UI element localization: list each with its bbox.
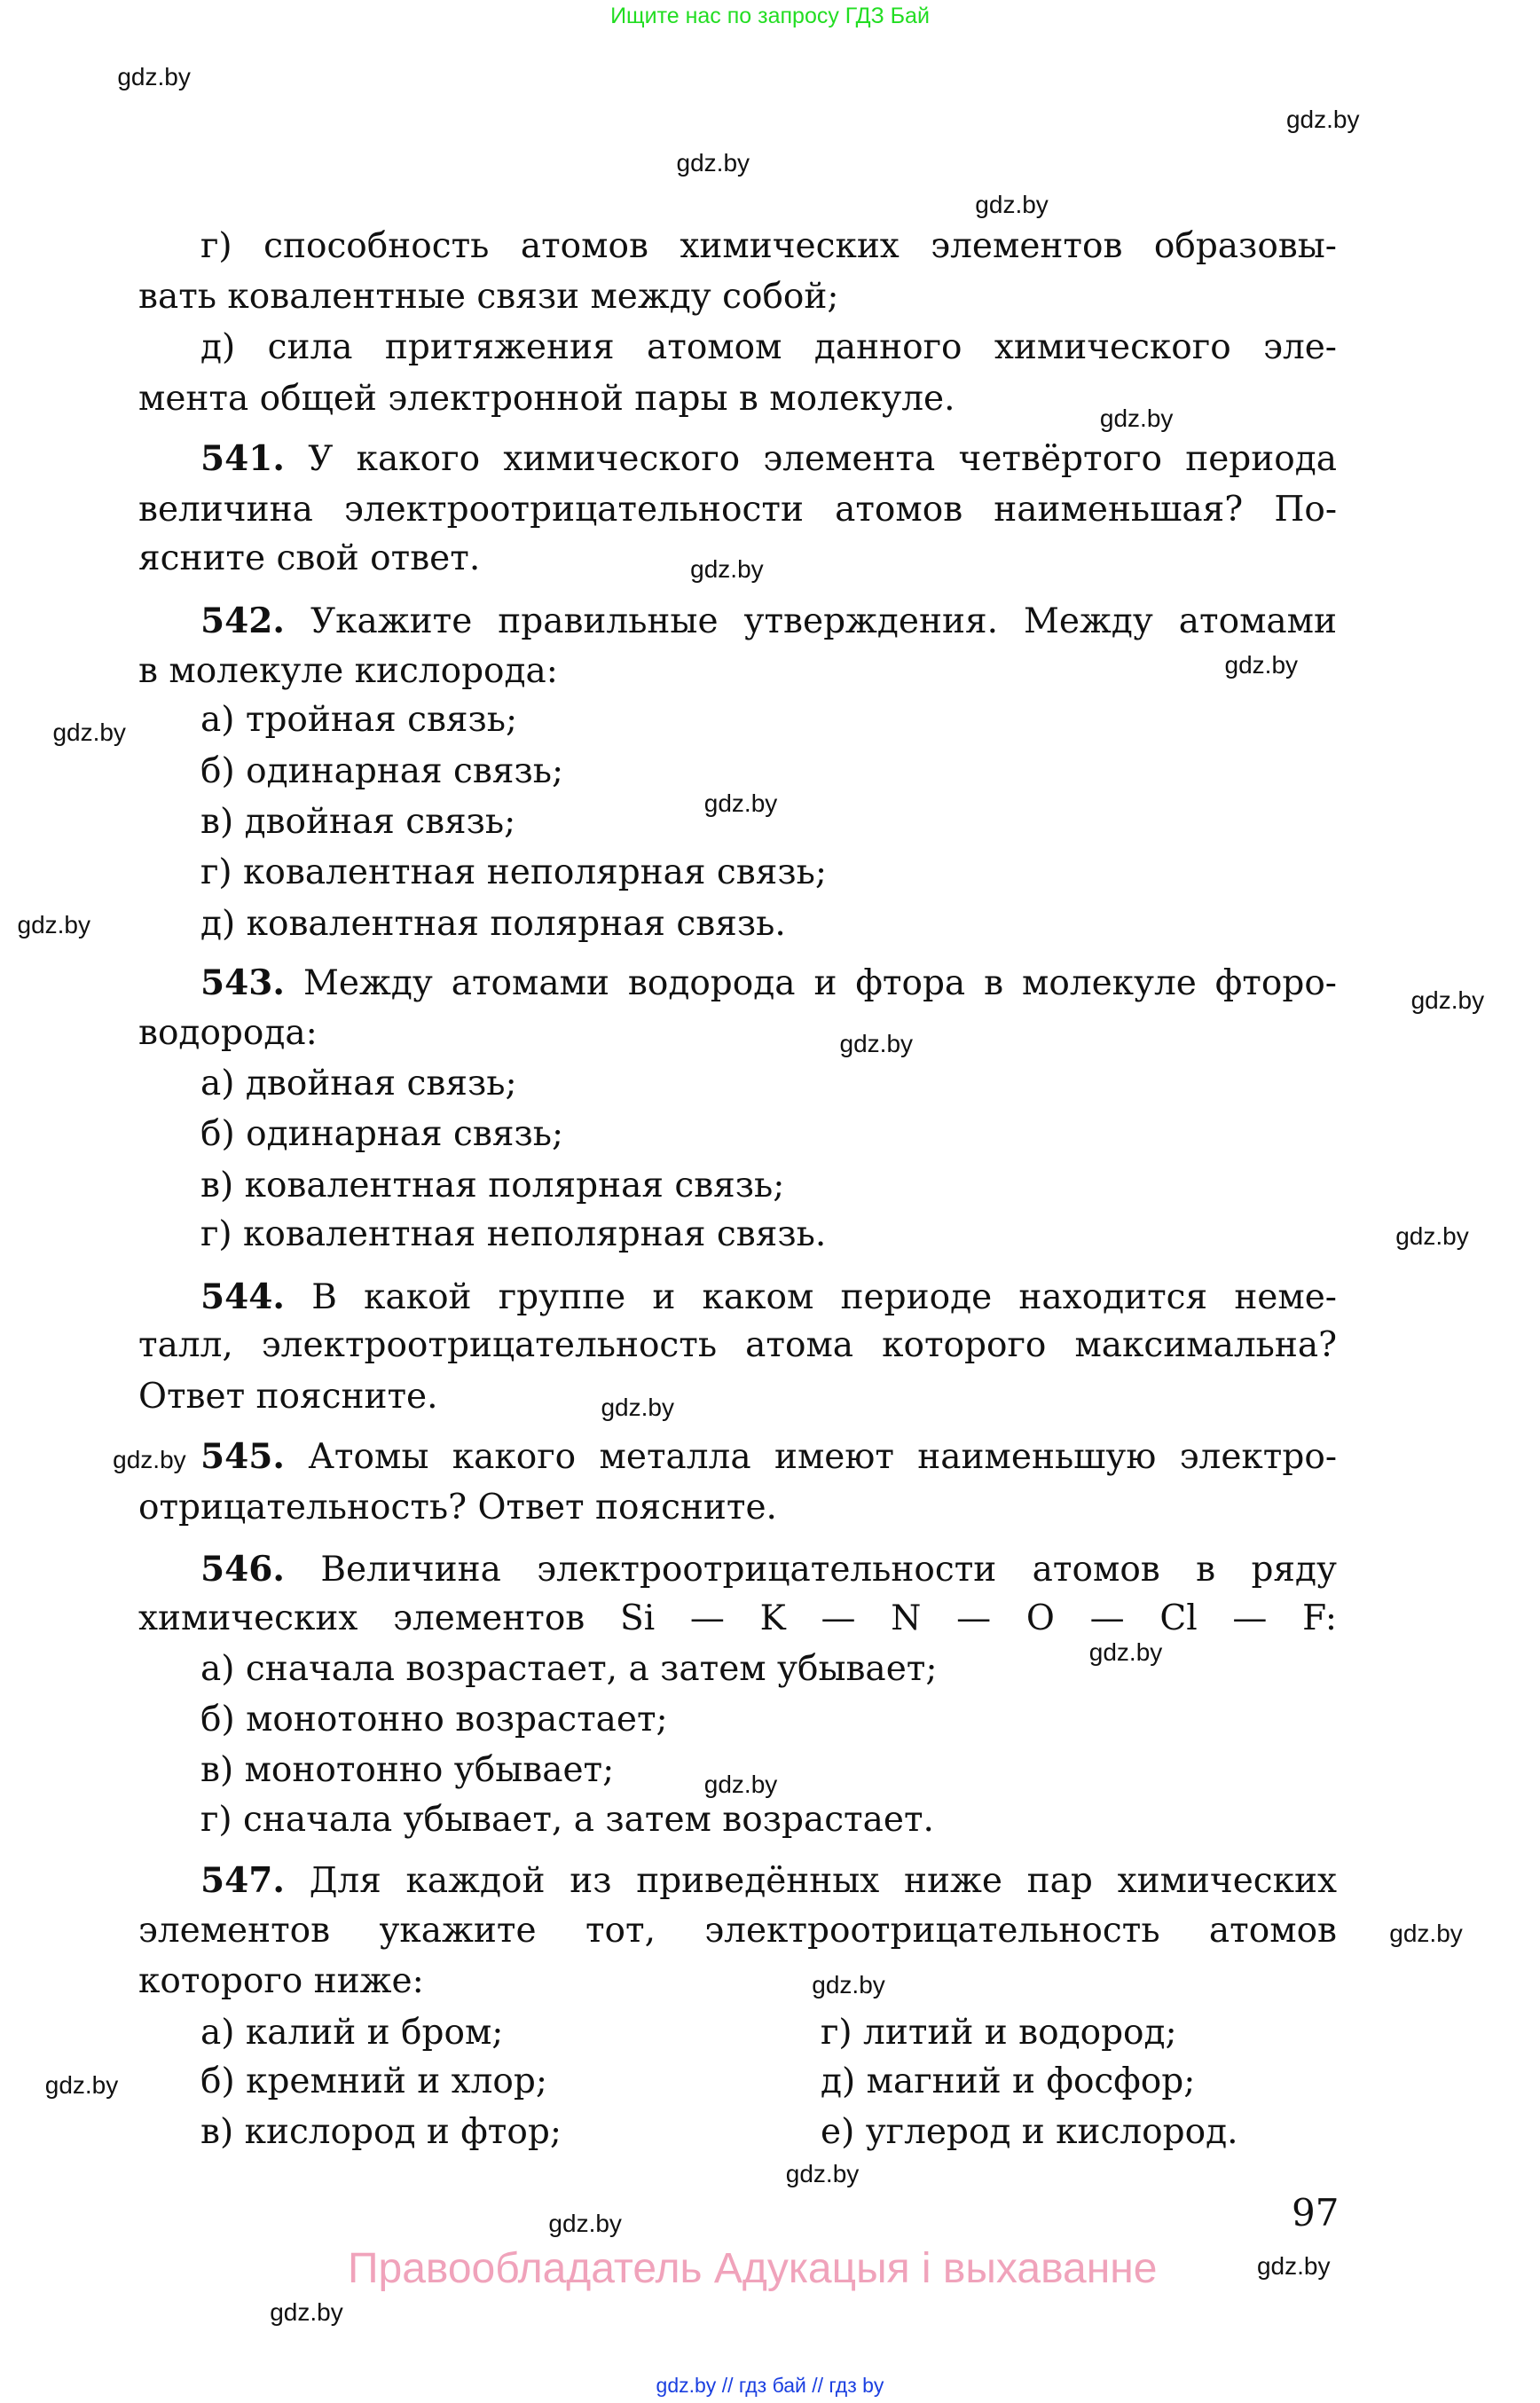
watermark-text: gdz.by [676,149,750,177]
watermark-text: gdz.by [785,2160,860,2188]
line-text: Ответ поясните. [138,1376,438,1417]
watermark-text: gdz.by [1410,986,1485,1015]
text-line [200,1213,826,1257]
text-line [200,2110,562,2155]
line-text: талл, электроотрицательность атома которого максимальна? [138,1325,1337,1366]
exercise-number: 541. [200,438,285,480]
line-text: химических элементов Si — K — N — O — Cl — F: [138,1598,1337,1638]
exercise-heading-line [200,1547,1337,1592]
text-line [138,1323,1337,1368]
text-line [200,2060,547,2104]
line-text: а) сначала возрастает, а затем убывает; [200,1648,938,1689]
text-line [200,902,786,946]
watermark-text: gdz.by [270,2298,343,2327]
line-text: г) ковалентная неполярная связь; [200,852,827,893]
watermark-text: gdz.by [1099,404,1174,433]
line-text: е) углерод и кислород. [821,2112,1238,2153]
watermark-text: gdz.by [839,1030,914,1057]
text-line [200,2011,503,2055]
top-banner-link[interactable]: Ищите нас по запросу ГДЗ Бай [610,4,930,28]
line-text: в) кислород и фтор; [200,2112,562,2153]
line-text: ясните свой ответ. [138,538,481,579]
watermark-text: gdz.by [44,2070,119,2099]
watermark-text: gdz.by [690,555,764,584]
text-line [200,698,517,742]
text-line [200,1647,937,1692]
line-text: б) монотонно возрастает; [200,1700,668,1740]
line-text: д) сила притяжения атомом данного химического эле- [200,327,1337,368]
text-line [138,537,480,581]
text-line [138,1486,777,1530]
line-text: которого ниже: [138,1961,424,2002]
text-line [200,1748,614,1793]
page-number: 97 [1292,2191,1340,2234]
watermark-text: gdz.by [1389,1920,1463,1948]
text-line [200,326,1337,370]
text-line [821,2110,1238,2155]
watermark-text: gdz.by [1224,650,1299,679]
line-text: водорода: [138,1012,318,1053]
exercise-heading-line [200,961,1337,1006]
watermark-text: gdz.by [1088,1637,1163,1666]
text-line [200,1164,784,1208]
line-text: в молекуле кислорода: [138,650,558,691]
text-line [821,2060,1195,2104]
exercise-heading-line [200,1434,1337,1480]
exercise-number: 547. [200,1859,285,1901]
exercise-heading-line [200,1858,1337,1904]
text-line [200,1112,563,1157]
line-text: Для каждой из приведённых ниже пар химических [309,1860,1337,1901]
text-line [200,224,1337,269]
exercise-heading-line [200,436,1337,482]
line-text: г) сначала убывает, а затем возрастает. [200,1799,934,1840]
line-text: д) магний и фосфор; [821,2061,1196,2102]
line-text: вать ковалентные связи между собой; [138,277,839,318]
text-line [200,800,515,844]
watermark-text: gdz.by [1395,1222,1469,1250]
line-text: б) одинарная связь; [200,1114,564,1155]
line-text: в) ковалентная полярная связь; [200,1165,785,1205]
text-line [138,1011,318,1056]
exercise-number: 545. [200,1436,285,1478]
text-line [138,377,955,421]
watermark-text: gdz.by [117,62,191,90]
text-line [200,1698,668,1742]
line-text: г) литий и водород; [821,2012,1177,2053]
exercise-number: 543. [200,962,285,1003]
exercise-heading-line [200,1275,1337,1320]
line-text: мента общей электронной пары в молекуле. [138,378,955,419]
line-text: Между атомами водорода и фтора в молекуле фторо- [302,962,1337,1003]
line-text: а) двойная связь; [200,1064,517,1104]
text-line [138,1597,1337,1641]
line-text: отрицательность? Ответ поясните. [138,1487,777,1527]
text-line [821,2011,1177,2055]
exercise-number: 544. [200,1276,285,1317]
line-text: В какой группе и каком периоде находится неме- [311,1276,1337,1317]
line-text: величина электроотрицательности атомов наименьшая? По- [138,489,1337,530]
text-line [200,851,827,895]
watermark-text: gdz.by [703,789,778,818]
watermark-text: gdz.by [975,190,1049,218]
exercise-heading-line [200,599,1337,644]
watermark-text: gdz.by [703,1771,778,1799]
line-text: Атомы какого металла имеют наименьшую электро- [308,1437,1337,1478]
line-text: У какого химического элемента четвёртого периода [308,439,1337,480]
text-line [200,1798,934,1842]
exercise-number: 546. [200,1548,285,1590]
exercise-number: 542. [200,600,285,641]
line-text: б) кремний и хлор; [200,2061,547,2102]
copyright-notice: Правообладатель Адукацыя і выхаванне [348,2245,1158,2292]
text-line [138,275,839,319]
line-text: элементов укажите тот, электроотрицательность атомов [138,1910,1337,1951]
text-line [200,1062,517,1106]
watermark-text: gdz.by [1285,106,1360,134]
text-line [138,1375,438,1419]
watermark-text: gdz.by [52,719,126,747]
text-line [200,750,563,794]
line-text: в) двойная связь; [200,802,516,843]
watermark-text: gdz.by [601,1393,674,1421]
line-text: б) одинарная связь; [200,750,564,791]
text-line [138,488,1337,532]
watermark-text: gdz.by [113,1445,186,1473]
line-text: г) способность атомов химических элементов образовы- [200,225,1337,266]
line-text: Величина электроотрицательности атомов в ряду [320,1549,1337,1590]
watermark-text: gdz.by [1256,2252,1331,2281]
watermark-text: gdz.by [17,911,90,939]
line-text: а) тройная связь; [200,700,518,741]
line-text: Укажите правильные утверждения. Между атомами [310,601,1337,641]
watermark-text: gdz.by [812,1970,885,1999]
line-text: д) ковалентная полярная связь. [200,903,786,944]
text-line [138,1959,424,2004]
text-line [138,649,558,694]
line-text: г) ковалентная неполярная связь. [200,1214,827,1255]
bottom-banner-link[interactable]: gdz.by // гдз бай // гдз by [656,2374,884,2397]
text-line [138,1909,1337,1953]
watermark-text: gdz.by [548,2209,622,2237]
line-text: а) калий и бром; [200,2012,504,2053]
line-text: в) монотонно убывает; [200,1750,615,1791]
